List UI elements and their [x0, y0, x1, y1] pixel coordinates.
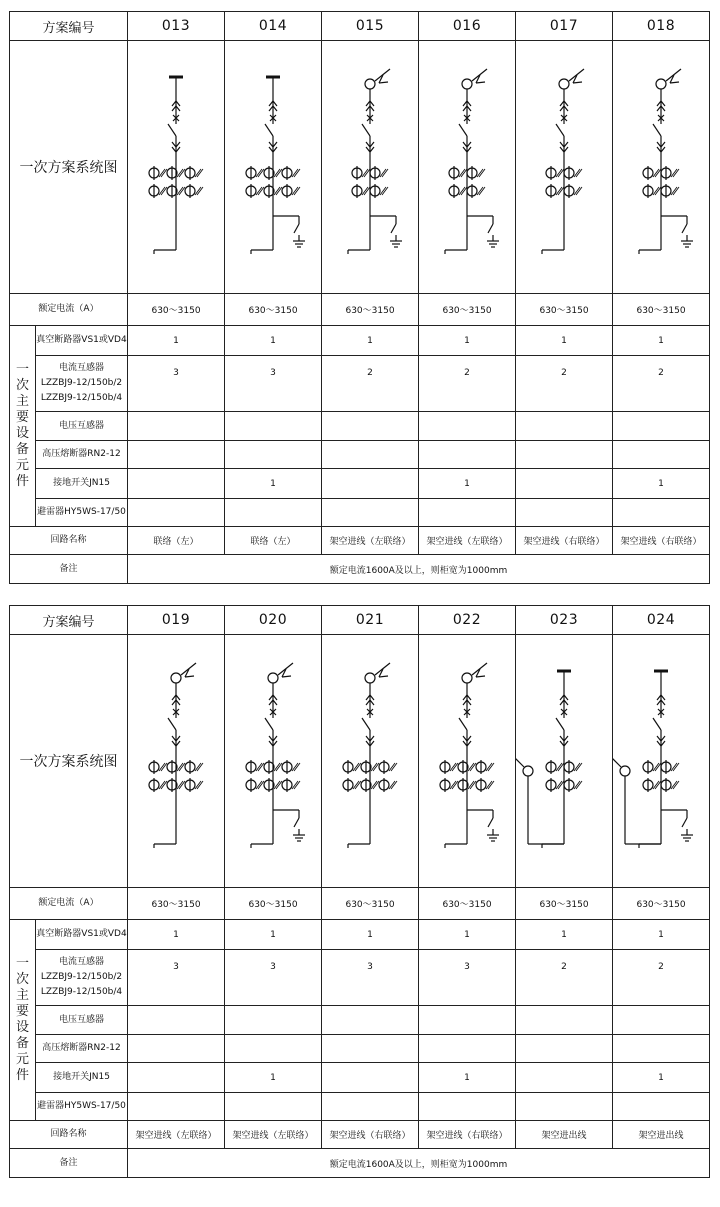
voltage-transformer-qty: [419, 1006, 516, 1035]
single-line-diagram: [225, 52, 321, 282]
component-group-char: 备: [15, 442, 29, 457]
single-line-diagram: [225, 646, 321, 876]
arrester-qty: [322, 499, 419, 527]
ct-label-line: LZZBJ9-12/150b/2: [40, 378, 123, 388]
scheme-code: 024: [613, 606, 710, 635]
component-group-char: 要: [15, 1004, 29, 1019]
ct-label-line: 电流互感器: [59, 957, 105, 967]
fuse-qty: [225, 1035, 322, 1063]
circuit-name: 架空进线（右联络）: [419, 1121, 516, 1149]
breaker-qty: 1: [128, 920, 225, 950]
diagram-cell: [419, 41, 516, 294]
note-text: 额定电流1600A及以上，则柜宽为1000mm: [128, 1149, 710, 1178]
fuse-qty: [419, 1035, 516, 1063]
diagram-cell: [613, 41, 710, 294]
voltage-transformer-qty: [322, 412, 419, 441]
single-line-diagram: [322, 52, 418, 282]
single-line-diagram: [516, 52, 612, 282]
scheme-table: [9, 605, 710, 1178]
arrester-label: 避雷器HY5WS-17/50: [36, 1093, 128, 1121]
scheme-code: 018: [613, 12, 710, 41]
ct-label-line: 电流互感器: [59, 363, 105, 373]
fuse-qty: [128, 441, 225, 469]
fuse-qty: [613, 1035, 710, 1063]
scheme-code: 023: [516, 606, 613, 635]
single-line-diagram: [613, 646, 709, 876]
scheme-table: [9, 11, 710, 584]
single-line-diagram: [322, 646, 418, 876]
voltage-transformer-qty: [322, 1006, 419, 1035]
scheme-number-label: 方案编号: [10, 606, 128, 635]
voltage-transformer-qty: [613, 1006, 710, 1035]
voltage-transformer-qty: [516, 412, 613, 441]
ct-label-line: LZZBJ9-12/150b/4: [40, 987, 123, 997]
scheme-code: 019: [128, 606, 225, 635]
component-group-char: 件: [15, 1068, 29, 1083]
single-line-diagram: [613, 52, 709, 282]
rated-current-value: 630～3150: [128, 294, 225, 326]
arrester-qty: [225, 1093, 322, 1121]
breaker-qty: 1: [516, 920, 613, 950]
rated-current-label: 额定电流（A）: [10, 294, 128, 326]
voltage-transformer-qty: [225, 1006, 322, 1035]
current-transformer-label: [36, 356, 128, 412]
arrester-qty: [419, 1093, 516, 1121]
circuit-name: 架空进出线: [613, 1121, 710, 1149]
diagram-cell: [613, 635, 710, 888]
fuse-label: 高压熔断器RN2-12: [36, 1035, 128, 1063]
current-transformer-qty: 3: [128, 950, 225, 1006]
diagram-cell: [128, 635, 225, 888]
component-group-char: 主: [15, 394, 29, 409]
diagram-cell: [419, 635, 516, 888]
arrester-qty: [128, 1093, 225, 1121]
circuit-name: 架空进出线: [516, 1121, 613, 1149]
circuit-name: 架空进线（左联络）: [128, 1121, 225, 1149]
circuit-name-label: 回路名称: [10, 1121, 128, 1149]
earthing-switch-qty: 1: [419, 1063, 516, 1093]
voltage-transformer-qty: [128, 412, 225, 441]
component-group-char: 元: [15, 1052, 29, 1067]
single-line-diagram: [516, 646, 612, 876]
rated-current-value: 630～3150: [128, 888, 225, 920]
circuit-name-label: 回路名称: [10, 527, 128, 555]
voltage-transformer-qty: [419, 412, 516, 441]
breaker-qty: 1: [322, 326, 419, 356]
fuse-qty: [128, 1035, 225, 1063]
scheme-code: 015: [322, 12, 419, 41]
breaker-qty: 1: [322, 920, 419, 950]
circuit-name: 架空进线（左联络）: [225, 1121, 322, 1149]
current-transformer-qty: 2: [516, 950, 613, 1006]
circuit-name: 联络（左）: [128, 527, 225, 555]
rated-current-value: 630～3150: [322, 888, 419, 920]
diagram-cell: [225, 41, 322, 294]
component-group-char: 件: [15, 474, 29, 489]
component-group-char: 一: [15, 362, 29, 377]
rated-current-value: 630～3150: [613, 294, 710, 326]
scheme-code: 020: [225, 606, 322, 635]
current-transformer-label: [36, 950, 128, 1006]
rated-current-value: 630～3150: [322, 294, 419, 326]
component-group-char: 设: [15, 426, 29, 441]
diagram-row-label: 一次方案系统图: [10, 635, 128, 888]
circuit-name: 架空进线（左联络）: [322, 527, 419, 555]
earthing-switch-qty: 1: [613, 1063, 710, 1093]
current-transformer-qty: 2: [613, 950, 710, 1006]
rated-current-value: 630～3150: [225, 294, 322, 326]
fuse-qty: [419, 441, 516, 469]
diagram-cell: [322, 635, 419, 888]
ct-label-line: LZZBJ9-12/150b/4: [40, 393, 123, 403]
diagram-cell: [322, 41, 419, 294]
breaker-label: 真空断路器VS1或VD4: [36, 326, 128, 356]
current-transformer-qty: 3: [225, 356, 322, 412]
earthing-switch-qty: 1: [613, 469, 710, 499]
arrester-qty: [613, 1093, 710, 1121]
single-line-diagram: [419, 646, 515, 876]
rated-current-value: 630～3150: [613, 888, 710, 920]
arrester-label: 避雷器HY5WS-17/50: [36, 499, 128, 527]
breaker-qty: 1: [419, 920, 516, 950]
component-group-char: 次: [15, 378, 29, 393]
breaker-qty: 1: [419, 326, 516, 356]
rated-current-value: 630～3150: [419, 888, 516, 920]
arrester-qty: [419, 499, 516, 527]
fuse-qty: [322, 441, 419, 469]
earthing-switch-qty: 1: [225, 1063, 322, 1093]
fuse-qty: [322, 1035, 419, 1063]
breaker-label: 真空断路器VS1或VD4: [36, 920, 128, 950]
earthing-switch-qty: 1: [225, 469, 322, 499]
circuit-name: 架空进线（左联络）: [419, 527, 516, 555]
arrester-qty: [516, 499, 613, 527]
current-transformer-qty: 3: [322, 950, 419, 1006]
component-group-char: 要: [15, 410, 29, 425]
ct-label-line: LZZBJ9-12/150b/2: [40, 972, 123, 982]
fuse-qty: [516, 441, 613, 469]
earthing-switch-label: 接地开关JN15: [36, 469, 128, 499]
breaker-qty: 1: [613, 920, 710, 950]
circuit-name: 架空进线（右联络）: [322, 1121, 419, 1149]
arrester-qty: [613, 499, 710, 527]
diagram-cell: [516, 41, 613, 294]
earthing-switch-qty: [322, 469, 419, 499]
circuit-name: 联络（左）: [225, 527, 322, 555]
current-transformer-qty: 2: [322, 356, 419, 412]
current-transformer-qty: 2: [516, 356, 613, 412]
fuse-label: 高压熔断器RN2-12: [36, 441, 128, 469]
earthing-switch-qty: [322, 1063, 419, 1093]
voltage-transformer-qty: [128, 1006, 225, 1035]
earthing-switch-qty: [516, 469, 613, 499]
arrester-qty: [516, 1093, 613, 1121]
breaker-qty: 1: [225, 920, 322, 950]
main-components-label: [10, 326, 36, 527]
component-group-char: 备: [15, 1036, 29, 1051]
note-text: 额定电流1600A及以上，则柜宽为1000mm: [128, 555, 710, 584]
rated-current-value: 630～3150: [516, 888, 613, 920]
single-line-diagram: [128, 52, 224, 282]
voltage-transformer-qty: [516, 1006, 613, 1035]
component-group-char: 主: [15, 988, 29, 1003]
current-transformer-qty: 2: [613, 356, 710, 412]
main-components-label: [10, 920, 36, 1121]
rated-current-label: 额定电流（A）: [10, 888, 128, 920]
current-transformer-qty: 2: [419, 356, 516, 412]
fuse-qty: [613, 441, 710, 469]
single-line-diagram: [128, 646, 224, 876]
earthing-switch-qty: [516, 1063, 613, 1093]
fuse-qty: [225, 441, 322, 469]
note-label: 备注: [10, 1149, 128, 1178]
single-line-diagram: [419, 52, 515, 282]
earthing-switch-qty: [128, 469, 225, 499]
arrester-qty: [225, 499, 322, 527]
scheme-number-label: 方案编号: [10, 12, 128, 41]
breaker-qty: 1: [128, 326, 225, 356]
voltage-transformer-label: 电压互感器: [36, 412, 128, 441]
component-group-char: 一: [15, 956, 29, 971]
component-group-char: 次: [15, 972, 29, 987]
scheme-code: 013: [128, 12, 225, 41]
diagram-cell: [225, 635, 322, 888]
rated-current-value: 630～3150: [516, 294, 613, 326]
component-group-char: 设: [15, 1020, 29, 1035]
scheme-code: 021: [322, 606, 419, 635]
diagram-row-label: 一次方案系统图: [10, 41, 128, 294]
circuit-name: 架空进线（右联络）: [613, 527, 710, 555]
rated-current-value: 630～3150: [419, 294, 516, 326]
breaker-qty: 1: [613, 326, 710, 356]
voltage-transformer-qty: [613, 412, 710, 441]
scheme-code: 017: [516, 12, 613, 41]
rated-current-value: 630～3150: [225, 888, 322, 920]
fuse-qty: [516, 1035, 613, 1063]
component-group-char: 元: [15, 458, 29, 473]
breaker-qty: 1: [225, 326, 322, 356]
current-transformer-qty: 3: [225, 950, 322, 1006]
earthing-switch-qty: 1: [419, 469, 516, 499]
circuit-name: 架空进线（右联络）: [516, 527, 613, 555]
arrester-qty: [128, 499, 225, 527]
diagram-cell: [128, 41, 225, 294]
current-transformer-qty: 3: [128, 356, 225, 412]
scheme-code: 016: [419, 12, 516, 41]
voltage-transformer-label: 电压互感器: [36, 1006, 128, 1035]
earthing-switch-qty: [128, 1063, 225, 1093]
breaker-qty: 1: [516, 326, 613, 356]
note-label: 备注: [10, 555, 128, 584]
scheme-code: 022: [419, 606, 516, 635]
earthing-switch-label: 接地开关JN15: [36, 1063, 128, 1093]
diagram-cell: [516, 635, 613, 888]
current-transformer-qty: 3: [419, 950, 516, 1006]
voltage-transformer-qty: [225, 412, 322, 441]
arrester-qty: [322, 1093, 419, 1121]
scheme-code: 014: [225, 12, 322, 41]
